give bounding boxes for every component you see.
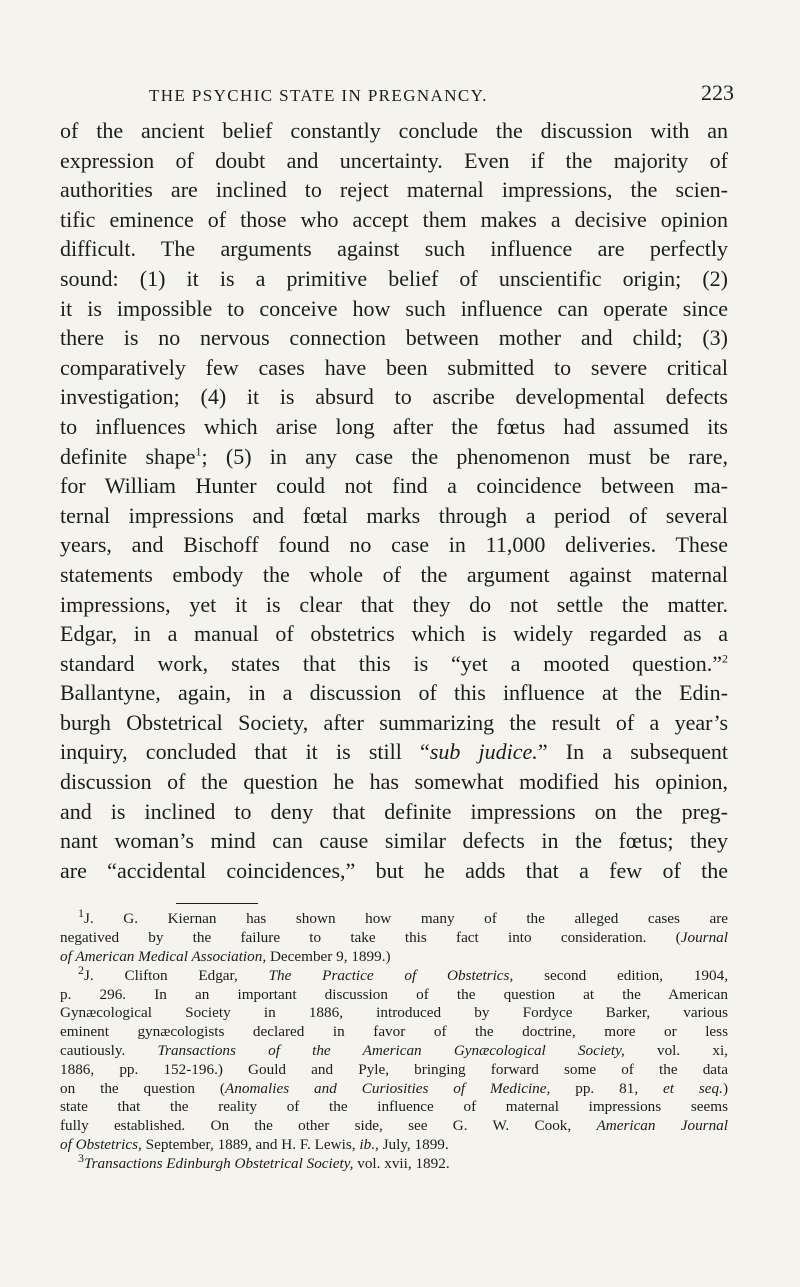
- text-fragment: fully established. On the other side, see G. W. Cook,: [60, 1117, 597, 1135]
- text-line: authorities are inclined to reject maternal impressions, the scien-: [60, 177, 728, 203]
- text-line: investigation; (4) it is absurd to ascribe developmental defects: [60, 384, 728, 410]
- text-fragment: standard work, states that this is “yet a mooted question.”: [60, 650, 722, 676]
- latin-phrase: sub judice.: [429, 739, 538, 765]
- text-line: sound: (1) it is a primitive belief of unscientific origin; (2): [60, 265, 728, 291]
- running-head: [60, 80, 734, 112]
- text-fragment: negatived by the failure to take this fact into consideration. (: [60, 929, 681, 947]
- citation-title: Transactions Edinburgh Obstetrical Society,: [84, 1154, 354, 1172]
- footnote-3-line: [60, 1150, 728, 1174]
- footnote-ref-2: 2: [722, 651, 728, 666]
- citation-title: of Obstetrics,: [60, 1136, 142, 1153]
- text-line: of the ancient belief constantly conclude the discussion with an: [60, 118, 728, 143]
- footnote-2-line: [60, 1080, 728, 1099]
- text-line: expression of doubt and uncertainty. Even if the majority of: [60, 147, 728, 173]
- citation-title: Journal: [680, 929, 728, 947]
- footnote-mark: 2: [78, 962, 84, 977]
- footnote-mark: 1: [78, 906, 84, 921]
- text-line: discussion of the question he has somewhat modified his opinion,: [60, 769, 728, 795]
- text-line: difficult. The arguments against such influence are perfectly: [60, 236, 728, 262]
- text-line: impressions, yet it is clear that they do not settle the matter.: [60, 591, 728, 617]
- text-fragment: vol. xvii, 1892.: [353, 1154, 450, 1172]
- main-paragraph: [60, 116, 728, 885]
- footnote-2-line: Gynæcological Society in 1886, introduced by Fordyce Barker, various: [60, 1004, 728, 1022]
- text-line: nant woman’s mind can cause similar defects in the fœtus; they: [60, 828, 728, 854]
- text-line: years, and Bischoff found no case in 11,000 deliveries. These: [60, 532, 728, 558]
- footnote-1-line: [60, 929, 728, 948]
- citation-title: Transactions of the American Gynæcological Society,: [157, 1042, 625, 1060]
- footnote-2-line: state that the reality of the influence of maternal impressions seems: [60, 1098, 728, 1116]
- citation-title: Anomalies and Curiosities of Medicine,: [225, 1079, 551, 1097]
- footnote-2-line: [60, 962, 728, 986]
- footnote-2-line: [60, 1117, 728, 1136]
- citation-title: American Journal: [596, 1117, 729, 1135]
- footnotes: [60, 906, 729, 1173]
- footnote-2-line: eminent gynæcologists declared in favor of the doctrine, more or less: [60, 1023, 728, 1041]
- text-fragment: on the question (: [60, 1079, 225, 1097]
- text-fragment: September, 1889, and H. F. Lewis,: [141, 1136, 360, 1153]
- footnote-2-line: 1886, pp. 152-196.) Gould and Pyle, bringing forward some of the data: [60, 1060, 728, 1078]
- footnote-1-line: [60, 906, 728, 929]
- text-line: [60, 442, 728, 472]
- footnote-divider: [176, 903, 258, 904]
- text-fragment: July, 1899.: [378, 1136, 449, 1153]
- text-fragment: ; (5) in any case the phenomenon must be rare,: [201, 443, 728, 469]
- text-line: to influences which arise long after the fœtus had assumed its: [60, 413, 728, 439]
- text-fragment: December 9, 1899.): [266, 948, 391, 966]
- running-title: THE PSYCHIC STATE IN PREGNANCY.: [149, 86, 488, 105]
- text-fragment: inquiry, concluded that it is still “: [60, 739, 430, 765]
- footnote-ref-1: 1: [195, 444, 202, 459]
- text-fragment: vol. xi,: [624, 1042, 728, 1060]
- text-fragment: cautiously.: [60, 1042, 158, 1060]
- text-line: comparatively few cases have been submitted to severe critical: [60, 354, 728, 380]
- text-fragment: definite shape: [60, 443, 196, 469]
- text-fragment: ” In a subsequent: [537, 739, 728, 765]
- text-line: [60, 737, 728, 767]
- text-line: ternal impressions and fœtal marks through a period of several: [60, 502, 728, 528]
- text-line: are “accidental coincidences,” but he adds that a few of the: [60, 857, 728, 883]
- text-fragment: ): [722, 1079, 729, 1097]
- book-page: [60, 80, 734, 1174]
- text-fragment: J. Clifton Edgar,: [84, 966, 269, 984]
- footnote-2-line: [60, 1136, 728, 1155]
- footnote-2-line: [60, 1042, 728, 1061]
- text-fragment: pp. 81,: [550, 1079, 664, 1097]
- footnote-2-line: p. 296. In an important discussion of the question at the American: [60, 985, 728, 1003]
- text-line: and is inclined to deny that definite impressions on the preg-: [60, 798, 728, 824]
- page-number: 223: [701, 80, 734, 105]
- text-fragment: J. G. Kiernan has shown how many of the alleged cases are: [84, 910, 728, 928]
- footnote-1-line: [60, 948, 728, 967]
- latin-phrase: ib.,: [359, 1136, 379, 1153]
- text-line: Edgar, in a manual of obstetrics which is widely regarded as a: [60, 621, 728, 647]
- text-line: Ballantyne, again, in a discussion of this influence at the Edin-: [60, 680, 728, 706]
- text-line: tific eminence of those who accept them makes a decisive opinion: [60, 206, 728, 232]
- text-fragment: second edition, 1904,: [513, 966, 728, 984]
- footnote-mark: 3: [78, 1150, 84, 1165]
- text-line: it is impossible to conceive how such influence can operate since: [60, 295, 728, 321]
- text-line: [60, 649, 728, 679]
- text-line: burgh Obstetrical Society, after summarizing the result of a year’s: [60, 709, 728, 735]
- text-line: for William Hunter could not find a coincidence between ma-: [60, 473, 728, 499]
- text-line: there is no nervous connection between mother and child; (3): [60, 325, 728, 351]
- latin-phrase: et seq.: [663, 1079, 723, 1097]
- text-line: statements embody the whole of the argument against maternal: [60, 561, 728, 587]
- citation-title: of American Medical Association,: [60, 948, 267, 966]
- citation-title: The Practice of Obstetrics,: [268, 966, 514, 984]
